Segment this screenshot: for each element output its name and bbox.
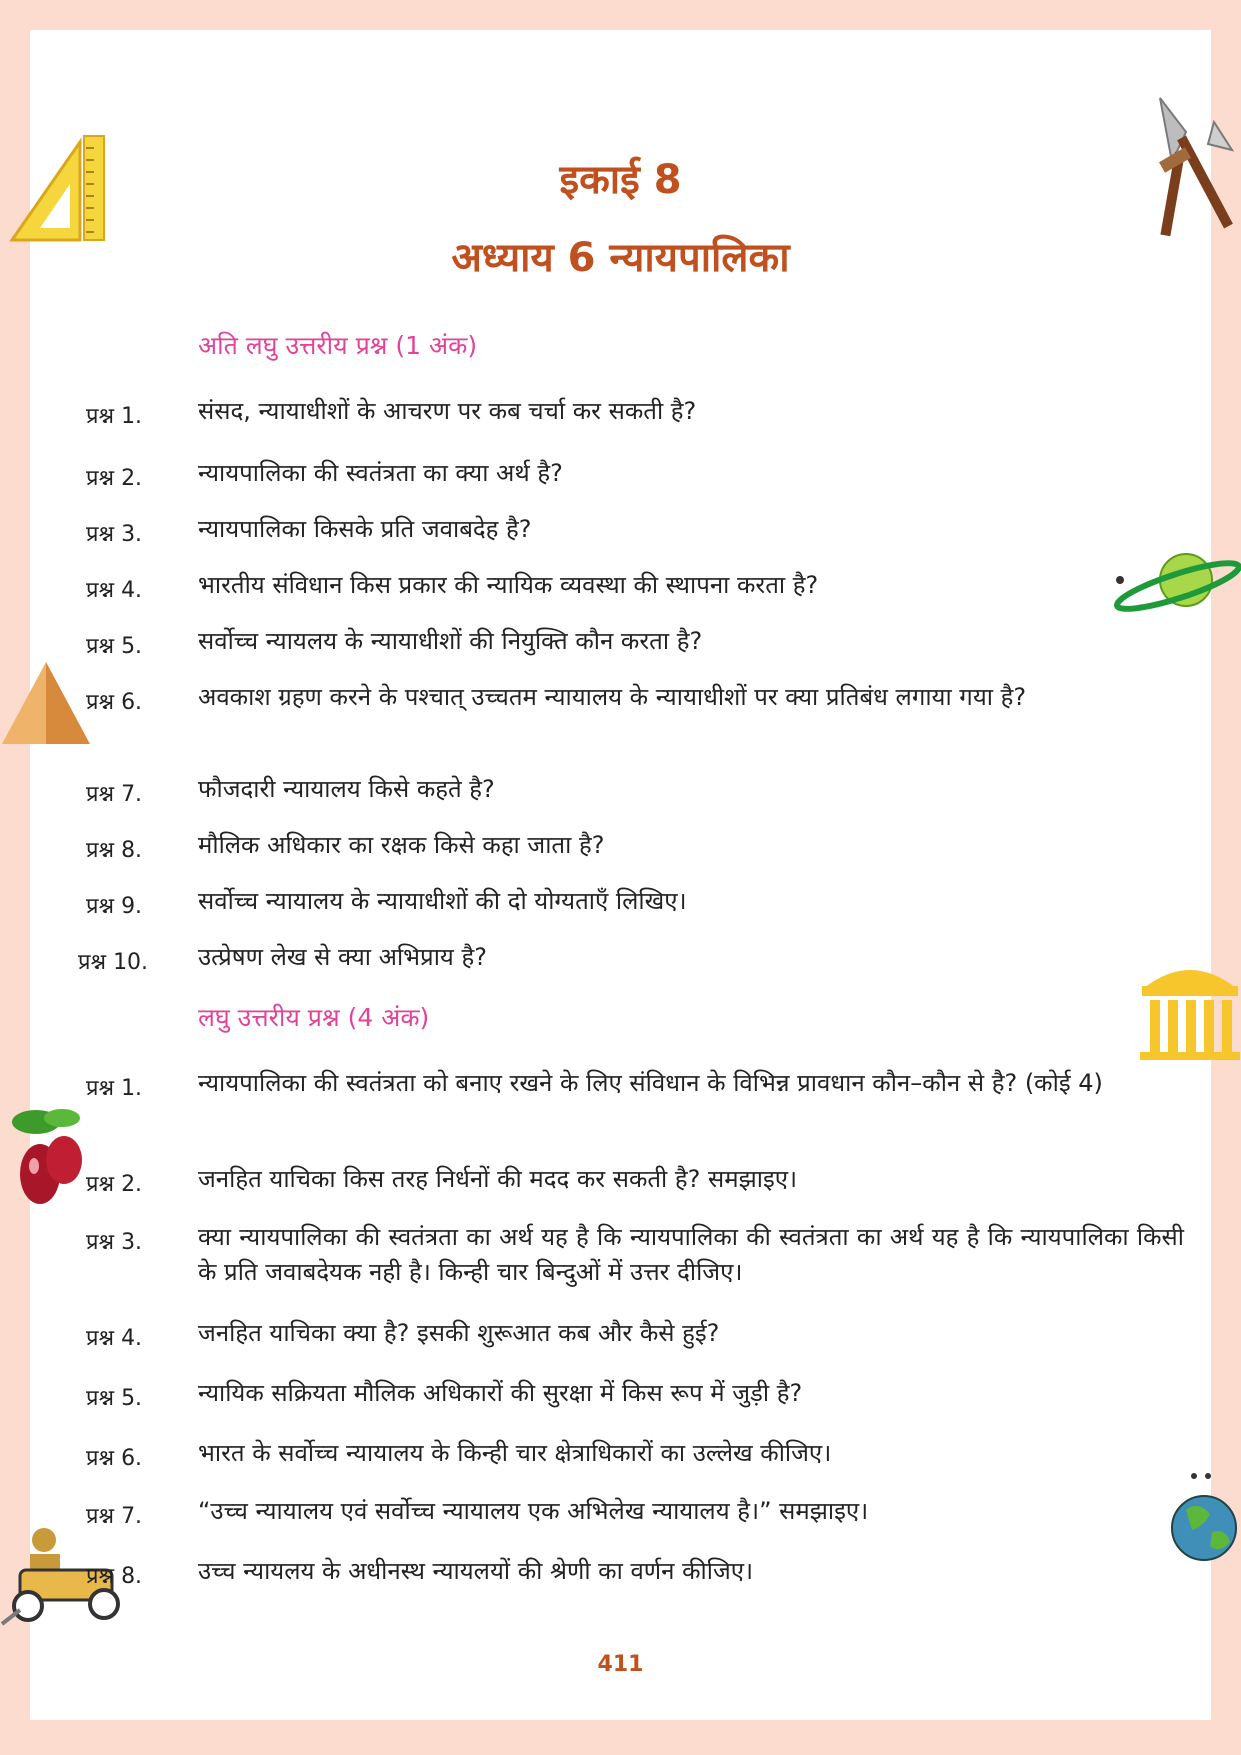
question-label: प्रश्न 8.: [86, 838, 143, 863]
question-label: प्रश्न 2.: [86, 466, 143, 491]
question-text: उच्च न्यायलय के अधीनस्थ न्यायलयों की श्रेणी का वर्णन कीजिए।: [198, 1557, 754, 1585]
question-label: प्रश्न 9.: [86, 894, 143, 919]
question-label: प्रश्न 5.: [86, 1386, 143, 1411]
question-text: न्यायपालिका किसके प्रति जवाबदेह है?: [198, 515, 532, 543]
question-label: प्रश्न 4.: [86, 1326, 143, 1351]
question-text: क्या न्यायपालिका की स्वतंत्रता का अर्थ यह है कि न्यायपालिका की स्वतंत्रता का अर्थ यह है कि न्यायपालिका किसी के प्रति जवाबदेयक नही है। किन्ही चार बिन्दुओं में उत्तर दीजिए।: [198, 1223, 1184, 1286]
question-label: प्रश्न 6.: [86, 690, 143, 715]
question-text: जनहित याचिका क्या है? इसकी शुरूआत कब और कैसे हुई?: [198, 1319, 720, 1347]
question-text: न्यायपालिका की स्वतंत्रता को बनाए रखने के लिए संविधान के विभिन्न प्रावधान कौन–कौन से है? (कोई 4): [198, 1069, 1103, 1097]
section-heading-very-short: अति लघु उत्तरीय प्रश्न (1 अंक): [198, 331, 478, 360]
chapter-title: अध्याय 6 न्यायपालिका: [451, 235, 790, 281]
question-text: भारत के सर्वोच्च न्यायालय के किन्ही चार क्षेत्राधिकारों का उल्लेख कीजिए।: [198, 1439, 832, 1467]
question-text: जनहित याचिका किस तरह निर्धनों की मदद कर सकती है? समझाइए।: [198, 1165, 798, 1193]
unit-title: इकाई 8: [559, 157, 682, 203]
question-text: भारतीय संविधान किस प्रकार की न्यायिक व्यवस्था की स्थापना करता है?: [198, 571, 819, 599]
page-number: 411: [597, 1652, 644, 1677]
pyramid-icon: [0, 656, 92, 748]
question-label: प्रश्न 1.: [86, 404, 143, 429]
question-text: सर्वोच्च न्यायालय के न्यायाधीशों की दो योग्यताएँ लिखिए।: [198, 887, 687, 915]
question-label: प्रश्न 10.: [78, 950, 149, 975]
section-heading-short: लघु उत्तरीय प्रश्न (4 अंक): [198, 1003, 430, 1032]
question-label: प्रश्न 4.: [86, 578, 143, 603]
question-text: अवकाश ग्रहण करने के पश्चात् उच्चतम न्यायालय के न्यायाधीशों पर क्या प्रतिबंध लगाया गया है?: [198, 683, 1027, 711]
question-text: फौजदारी न्यायालय किसे कहते है?: [198, 775, 495, 803]
question-text: “उच्च न्यायालय एवं सर्वोच्च न्यायालय एक अभिलेख न्यायालय है।” समझाइए।: [198, 1497, 869, 1525]
berries-icon: [6, 1100, 92, 1210]
question-label: प्रश्न 8.: [86, 1564, 143, 1589]
question-text: न्यायिक सक्रियता मौलिक अधिकारों की सुरक्षा में किस रूप में जुड़ी है?: [198, 1379, 803, 1407]
question-label: प्रश्न 7.: [86, 782, 143, 807]
question-label: प्रश्न 2.: [86, 1172, 143, 1197]
question-label: प्रश्न 7.: [86, 1504, 143, 1529]
question-label: प्रश्न 3.: [86, 1230, 143, 1255]
question-label: प्रश्न 6.: [86, 1446, 143, 1471]
question-text: मौलिक अधिकार का रक्षक किसे कहा जाता है?: [198, 831, 605, 859]
question-text: संसद, न्यायाधीशों के आचरण पर कब चर्चा कर सकती है?: [198, 397, 697, 425]
question-text: उत्प्रेषण लेख से क्या अभिप्राय है?: [198, 943, 487, 971]
question-label: प्रश्न 1.: [86, 1076, 143, 1101]
question-text: न्यायपालिका की स्वतंत्रता का क्या अर्थ है?: [198, 459, 563, 487]
question-label: प्रश्न 3.: [86, 522, 143, 547]
question-text: सर्वोच्च न्यायलय के न्यायाधीशों की नियुक्ति कौन करता है?: [198, 627, 703, 655]
question-label: प्रश्न 5.: [86, 634, 143, 659]
